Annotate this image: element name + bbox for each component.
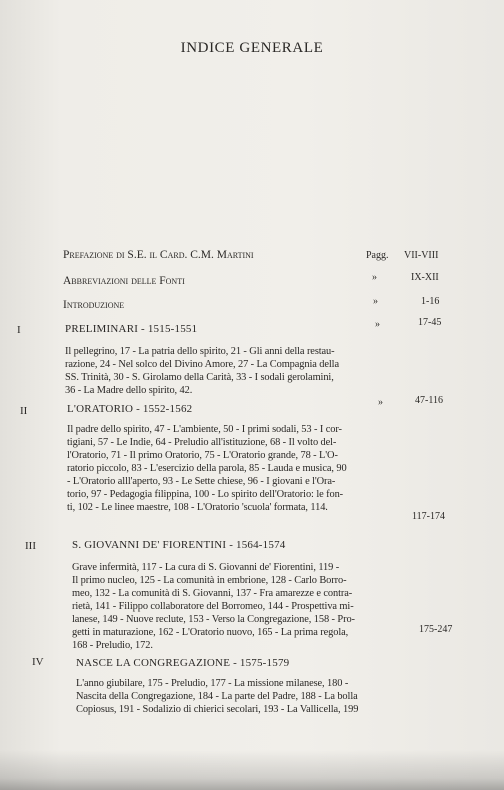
- chapter-summary-line: l'Oratorio, 71 - Il primo Oratorio, 75 - L'Oratorio grande, 78 - L'O-: [67, 450, 338, 461]
- chapter-summary-line: ti, 102 - Le linee maestre, 108 - L'Oratorio 'scuola' formata, 114.: [67, 502, 328, 513]
- chapter-pages: 175-247: [419, 624, 453, 635]
- chapter-summary-line: getti in maturazione, 162 - L'Oratorio nuovo, 165 - La prima regola,: [72, 627, 349, 638]
- chapter-summary-line: Nascita della Congregazione, 184 - La parte del Padre, 188 - La bolla: [76, 691, 358, 702]
- toc-entry-preface: Prefazione di S.E. il Card. C.M. Martini: [63, 249, 254, 261]
- chapter-summary-line: Il padre dello spirito, 47 - L'ambiente, 50 - I primi sodali, 53 - I cor-: [67, 424, 342, 435]
- page-title: INDICE GENERALE: [180, 40, 324, 56]
- chapter-numeral: I: [17, 324, 21, 336]
- pagg-label: Pagg.: [366, 250, 389, 261]
- chapter-summary-line: lanese, 149 - Nuove reclute, 153 - Verso la Congregazione, 158 - Pro-: [72, 614, 355, 625]
- chapter-summary-line: meo, 132 - La comunità di S. Giovanni, 137 - Fra amarezze e contra-: [72, 588, 353, 599]
- chapter-summary-line: razione, 24 - Nel solco del Divino Amore, 27 - La Compagnia della: [65, 359, 339, 370]
- chapter-summary-line: torio, 97 - Pedagogia filippina, 100 - Lo spirito dell'Oratorio: le fon-: [67, 489, 344, 500]
- chapter-numeral: IV: [32, 656, 44, 668]
- chapter-summary-line: rietà, 141 - Filippo collaboratore del Borromeo, 144 - Prospettiva mi-: [72, 601, 354, 612]
- ditto-mark: »: [378, 397, 383, 408]
- chapter-summary-line: L'anno giubilare, 175 - Preludio, 177 - La missione milanese, 180 -: [76, 678, 349, 689]
- chapter-summary-line: 168 - Preludio, 172.: [72, 640, 153, 651]
- toc-pages-preface: VII-VIII: [404, 250, 439, 261]
- page-shadow: [0, 750, 504, 790]
- chapter-summary-line: - L'Oratorio alll'aperto, 93 - Le Sette chiese, 96 - I giovani e l'Ora-: [67, 476, 336, 487]
- chapter-summary-line: tigiani, 57 - Le Indie, 64 - Preludio all'istituzione, 68 - Il volto del-: [67, 437, 337, 448]
- chapter-summary-line: 36 - La Madre dello spirito, 42.: [65, 385, 193, 396]
- chapter-pages: 117-174: [412, 511, 445, 522]
- ditto-mark: »: [373, 296, 378, 307]
- chapter-numeral: III: [25, 540, 36, 552]
- chapter-summary-line: Il pellegrino, 17 - La patria dello spirito, 21 - Gli anni della restau-: [65, 346, 335, 357]
- toc-pages-introduction: 1-16: [421, 296, 440, 307]
- toc-entry-introduction: Introduzione: [63, 299, 125, 311]
- chapter-title: S. GIOVANNI DE' FIORENTINI - 1564-1574: [72, 539, 286, 551]
- chapter-title: L'ORATORIO - 1552-1562: [67, 403, 193, 415]
- chapter-pages: 17-45: [418, 317, 442, 328]
- chapter-summary-line: Grave infermità, 117 - La cura di S. Giovanni de' Fiorentini, 119 -: [72, 562, 340, 573]
- chapter-pages: 47-116: [415, 395, 443, 406]
- chapter-summary-line: Copiosus, 191 - Sodalizio di chierici secolari, 193 - La Vallicella, 199: [76, 704, 359, 715]
- chapter-summary-line: ratorio piccolo, 83 - L'esercizio della parola, 85 - Lauda e musica, 90: [67, 463, 347, 474]
- chapter-title: NASCE LA CONGREGAZIONE - 1575-1579: [76, 657, 290, 669]
- chapter-title: PRELIMINARI - 1515-1551: [65, 323, 198, 335]
- chapter-summary-line: Il primo nucleo, 125 - La comunità in embrione, 128 - Carlo Borro-: [72, 575, 347, 586]
- ditto-mark: »: [375, 319, 380, 330]
- ditto-mark: »: [372, 272, 377, 283]
- chapter-numeral: II: [20, 405, 28, 417]
- toc-entry-abbreviations: Abbreviazioni delle Fonti: [63, 275, 185, 287]
- chapter-summary-line: SS. Trinità, 30 - S. Girolamo della Carità, 33 - I sodali gerolamini,: [65, 372, 334, 383]
- toc-pages-abbreviations: IX-XII: [411, 272, 439, 283]
